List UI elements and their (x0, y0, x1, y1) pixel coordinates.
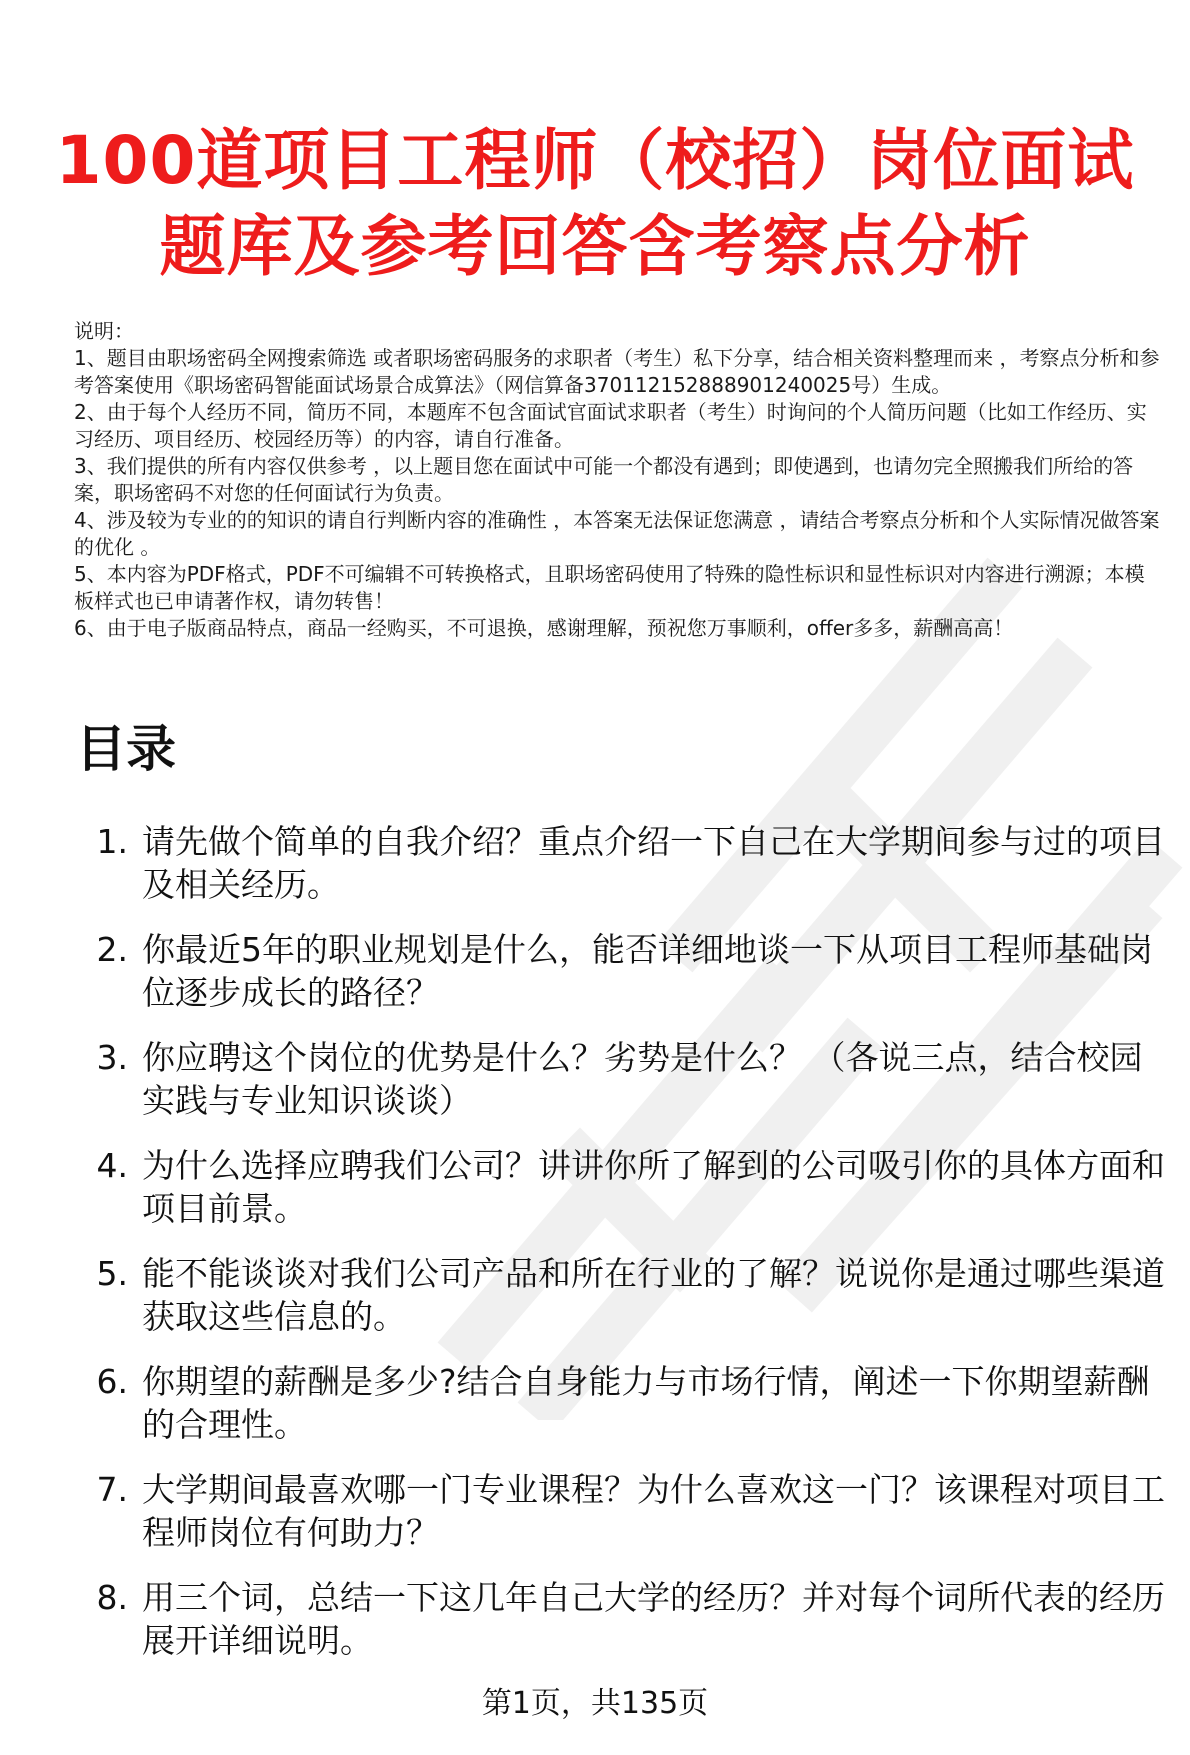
note-item: 6、由于电子版商品特点，商品一经购买，不可退换，感谢理解，预祝您万事顺利，offer多多，薪酬高高！ (74, 616, 1014, 640)
toc-item-number: 4. (96, 1146, 128, 1185)
toc-item[interactable] (74, 1252, 1169, 1360)
document-title (0, 118, 1190, 290)
toc-item-text: 能不能谈谈对我们公司产品和所在行业的了解？说说你是通过哪些渠道获取这些信息的。 (142, 1254, 1165, 1336)
toc-item-number: 2. (96, 930, 128, 969)
toc-item-text: 你期望的薪酬是多少?结合自身能力与市场行情，阐述一下你期望薪酬的合理性。 (142, 1362, 1150, 1444)
note-item: 2、由于每个人经历不同，简历不同，本题库不包含面试官面试求职者（考生）时询问的个人简历问题（比如工作经历、实习经历、项目经历、校园经历等）的内容，请自行准备。 (74, 400, 1147, 451)
toc-item-text: 大学期间最喜欢哪一门专业课程？为什么喜欢这一门？该课程对项目工程师岗位有何助力？ (142, 1470, 1165, 1552)
title-line-1: 100道项目工程师（校招）岗位面试 (55, 122, 1135, 199)
note-item: 4、涉及较为专业的的知识的请自行判断内容的准确性 ，本答案无法保证您满意 ，请结合考察点分析和个人实际情况做答案的优化 。 (74, 508, 1160, 559)
page-number: 第1页，共135页 (481, 1686, 709, 1721)
toc-item-text: 你最近5年的职业规划是什么，能否详细地谈一下从项目工程师基础岗位逐步成长的路径？ (142, 930, 1153, 1012)
toc-item[interactable] (74, 1360, 1169, 1468)
toc-heading: 目录 (76, 720, 176, 778)
toc-list (74, 820, 1169, 1684)
toc-item-text: 请先做个简单的自我介绍？重点介绍一下自己在大学期间参与过的项目及相关经历。 (142, 822, 1165, 904)
notes-heading: 说明： (74, 319, 134, 343)
toc-item-number: 3. (96, 1038, 128, 1077)
toc-item-number: 7. (96, 1470, 128, 1509)
toc-item[interactable] (74, 1036, 1169, 1144)
toc-item[interactable] (74, 928, 1169, 1036)
toc-item-text: 为什么选择应聘我们公司？讲讲你所了解到的公司吸引你的具体方面和项目前景。 (142, 1146, 1165, 1228)
toc-item[interactable] (74, 1468, 1169, 1576)
note-item: 3、我们提供的所有内容仅供参考 ，以上题目您在面试中可能一个都没有遇到；即使遇到，也请勿完全照搬我们所给的答案，职场密码不对您的任何面试行为负责。 (74, 454, 1134, 505)
toc-item-number: 1. (96, 822, 128, 861)
title-line-2: 题库及参考回答含考察点分析 (159, 208, 1031, 285)
toc-item[interactable] (74, 1576, 1169, 1684)
note-item: 5、本内容为PDF格式，PDF不可编辑不可转换格式，且职场密码使用了特殊的隐性标识和显性标识对内容进行溯源；本模板样式也已申请著作权，请勿转售！ (74, 562, 1145, 613)
note-item: 1、题目由职场密码全网搜索筛选 或者职场密码服务的求职者（考生）私下分享，结合相关资料整理而来 ，考察点分析和参考答案使用《职场密码智能面试场景合成算法》（网信算备370112152888901240025号）生成。 (74, 346, 1160, 397)
notes-section (74, 318, 1164, 642)
toc-item-text: 你应聘这个岗位的优势是什么？劣势是什么？ （各说三点，结合校园实践与专业知识谈谈） (142, 1038, 1143, 1120)
toc-item-number: 6. (96, 1362, 128, 1401)
toc-item-number: 8. (96, 1578, 128, 1617)
toc-item-number: 5. (96, 1254, 128, 1293)
toc-item[interactable] (74, 820, 1169, 928)
toc-item[interactable] (74, 1144, 1169, 1252)
toc-item-text: 用三个词，总结一下这几年自己大学的经历？并对每个词所代表的经历展开详细说明。 (142, 1578, 1165, 1660)
